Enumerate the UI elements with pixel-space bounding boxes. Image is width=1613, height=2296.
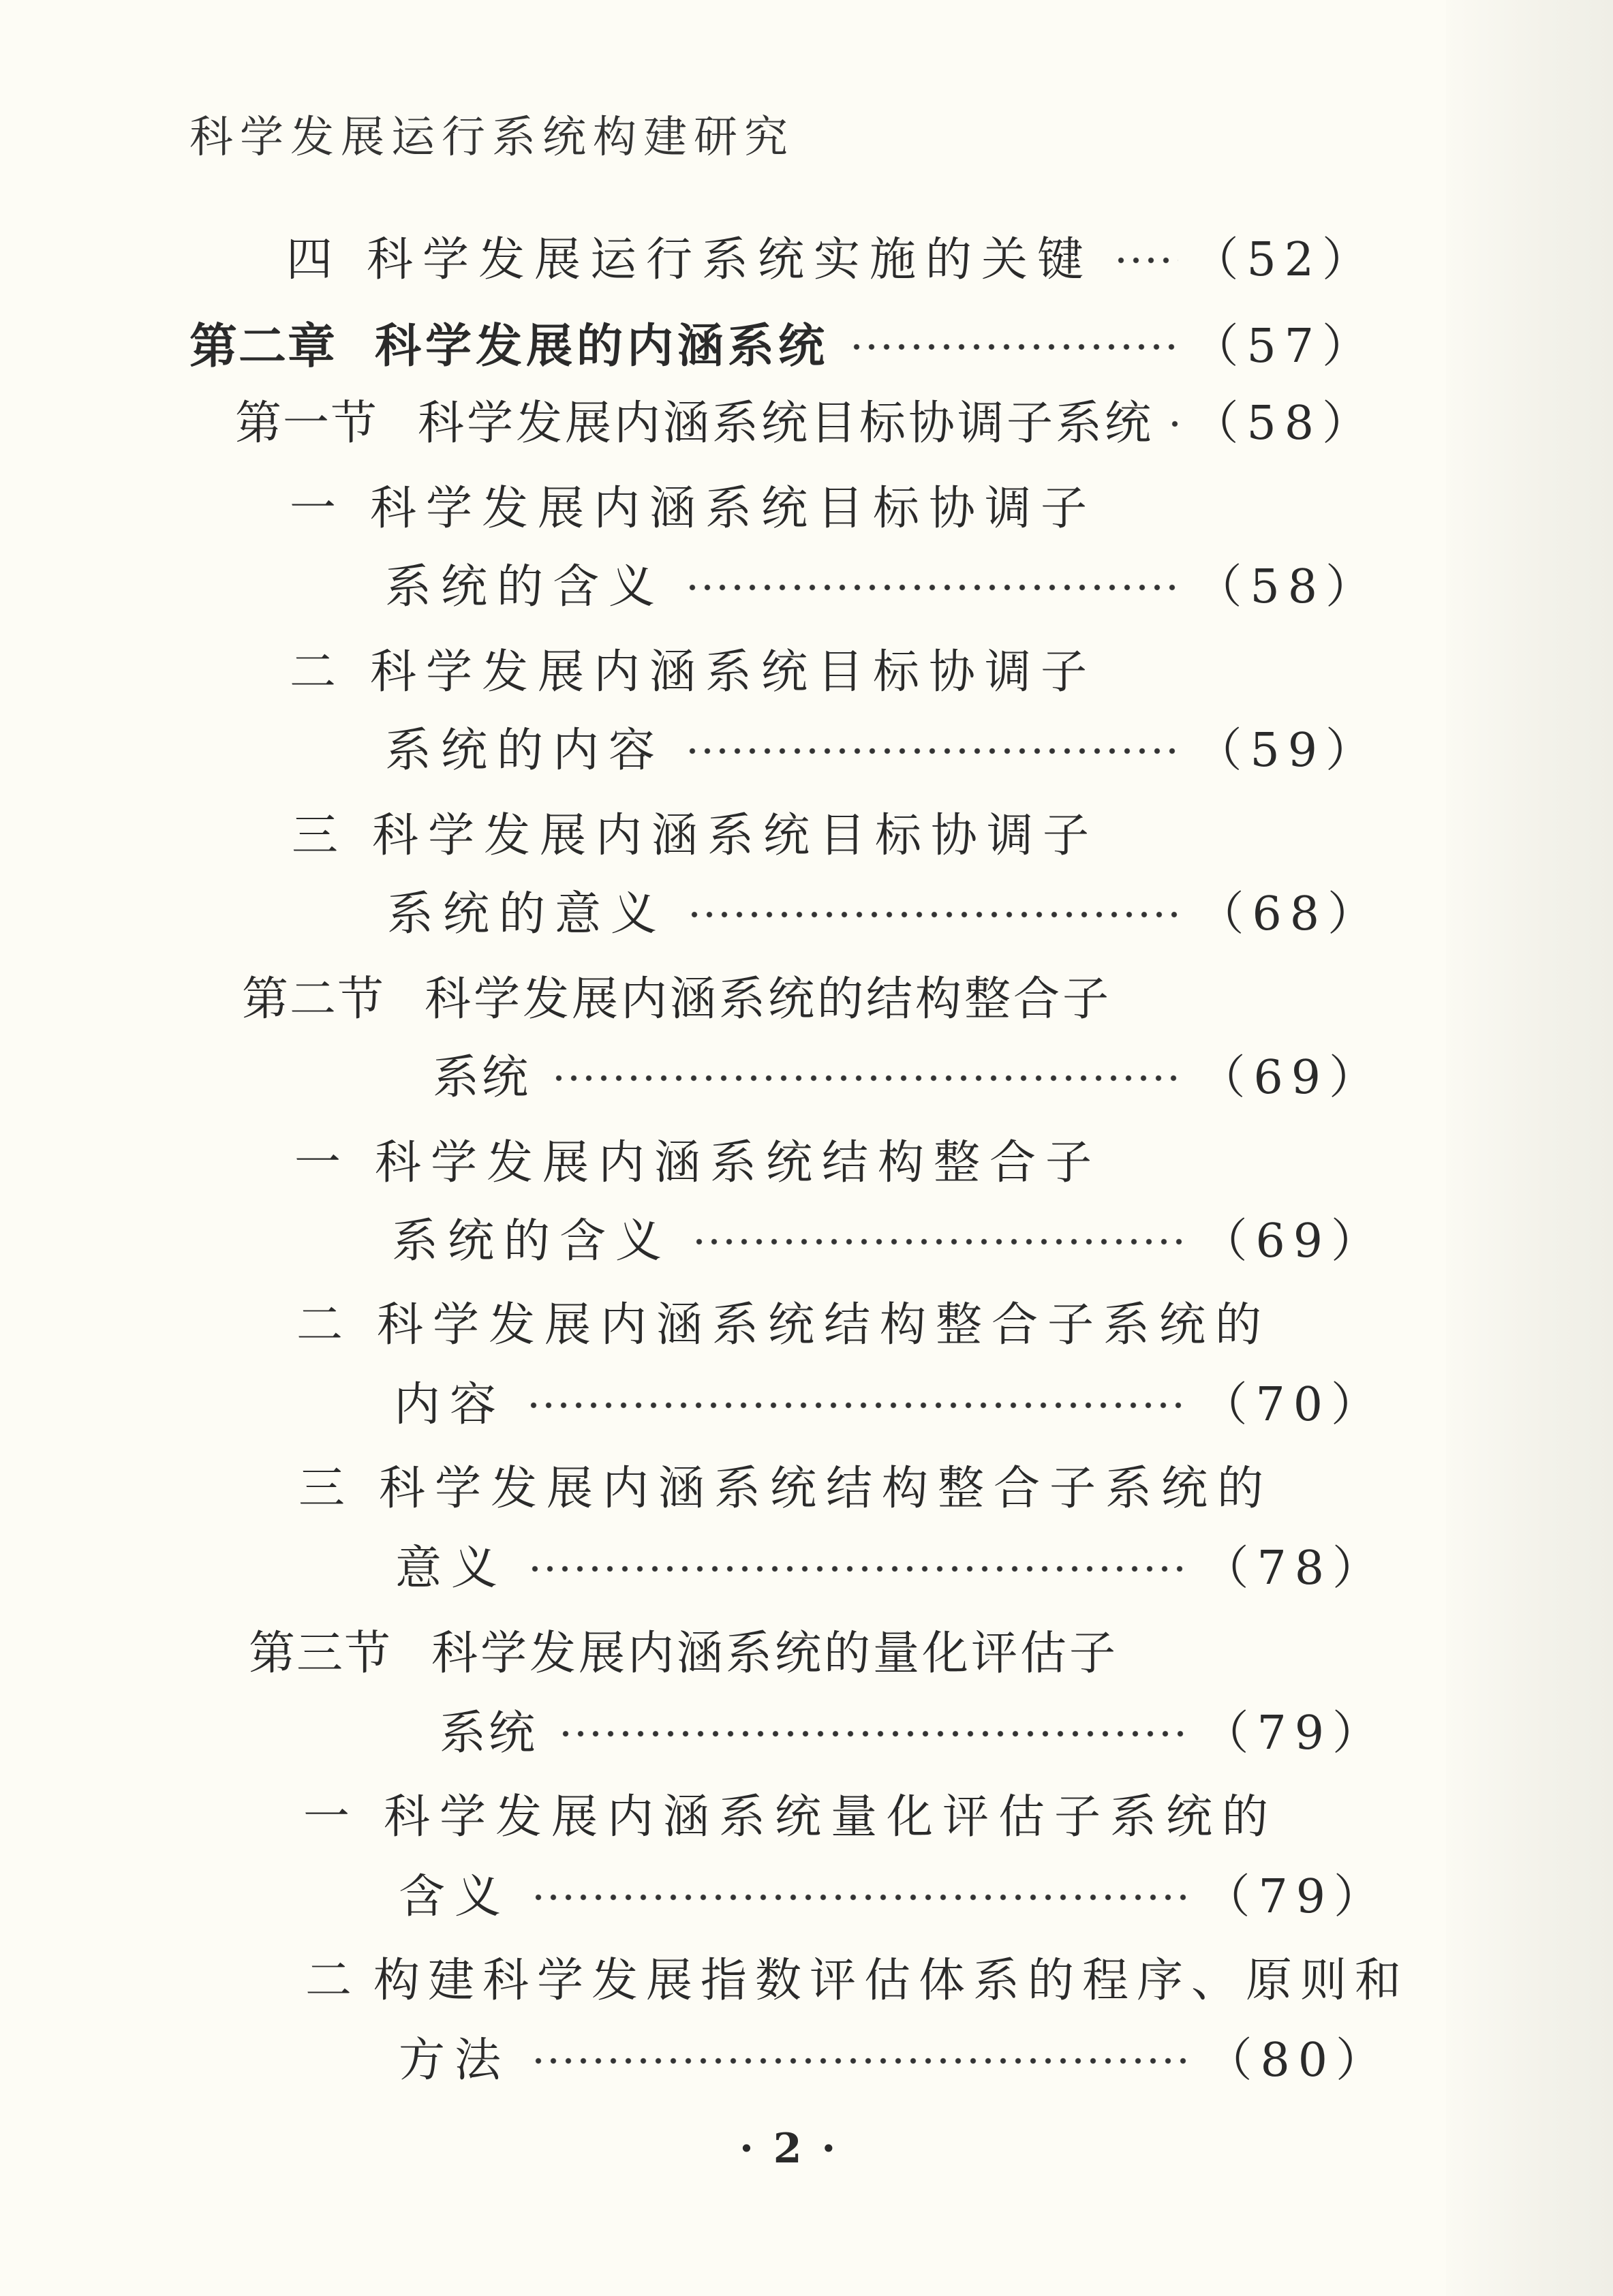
toc-section[interactable]	[242, 954, 1380, 1036]
page-number: （69）	[1201, 1214, 1385, 1268]
entry-number: 一	[294, 1135, 350, 1190]
page-number: （79）	[1202, 1706, 1387, 1760]
entry-number: 一	[303, 1790, 358, 1844]
entry-title-line1: 科学发展内涵系统量化评估子系统的	[384, 1790, 1278, 1844]
page-number: （52）	[1192, 232, 1377, 287]
entry-title: 科学发展运行系统实施的关键	[367, 232, 1094, 287]
section-title-line2: 系统	[440, 1706, 538, 1760]
section-label: 第二节	[242, 972, 386, 1026]
entry-title-line1: 科学发展内涵系统结构整合子系统的	[377, 1298, 1272, 1352]
page-number: （70）	[1201, 1377, 1385, 1432]
toc-entry-continuation[interactable]	[392, 1196, 1385, 1278]
page-number: （58）	[1195, 560, 1380, 614]
leader-dots	[685, 583, 1182, 592]
page-number: （80）	[1205, 2033, 1390, 2087]
toc-entry[interactable]	[294, 1118, 1385, 1199]
leader-dots	[692, 1238, 1187, 1246]
leader-dots	[849, 343, 1178, 351]
toc-entry-continuation[interactable]	[385, 542, 1380, 624]
chapter-label: 第二章	[189, 317, 337, 374]
section-title-line2: 系统	[433, 1050, 532, 1105]
toc-entry-continuation[interactable]	[399, 2015, 1390, 2097]
toc-entry[interactable]	[303, 1772, 1394, 1854]
running-head: 科学发展运行系统构建研究	[189, 112, 795, 163]
leader-dots	[526, 1401, 1187, 1409]
page-number: （59）	[1195, 723, 1380, 778]
section-label: 第三节	[249, 1626, 393, 1681]
toc-entry-continuation[interactable]	[385, 705, 1380, 787]
page-number: （68）	[1197, 887, 1382, 941]
entry-title-line2: 方法	[399, 2033, 511, 2087]
toc-section-continuation[interactable]	[440, 1688, 1387, 1770]
toc-entry[interactable]	[290, 627, 1380, 709]
toc-section[interactable]	[235, 378, 1377, 460]
toc-entry[interactable]	[305, 1935, 1409, 2017]
chapter-title: 科学发展的内涵系统	[375, 318, 829, 373]
toc-entry[interactable]	[298, 1443, 1389, 1525]
toc-section[interactable]	[249, 1608, 1387, 1690]
leader-dots	[687, 910, 1184, 919]
entry-title-line1: 科学发展内涵系统目标协调子	[372, 808, 1099, 863]
entry-title-line2: 含义	[399, 1869, 511, 1924]
leader-dots	[527, 1565, 1188, 1573]
entry-title-line1: 构建科学发展指数评估体系的程序、原则和	[373, 1953, 1409, 2008]
entry-title-line2: 内容	[394, 1377, 506, 1432]
entry-title-line2: 意义	[395, 1541, 508, 1595]
section-title: 科学发展内涵系统目标协调子系统	[418, 396, 1154, 450]
toc-entry[interactable]	[292, 791, 1382, 872]
toc-section-continuation[interactable]	[433, 1032, 1383, 1114]
toc-entry[interactable]	[290, 463, 1380, 545]
entry-title-line1: 科学发展内涵系统目标协调子	[370, 645, 1097, 699]
entry-number: 三	[292, 808, 347, 863]
page-number: （69）	[1199, 1050, 1383, 1105]
leader-dots	[558, 1730, 1188, 1738]
entry-title-line1: 科学发展内涵系统结构整合子系统的	[379, 1461, 1274, 1516]
entry-number: 一	[290, 481, 345, 536]
entry-number: 二	[305, 1953, 360, 2008]
leader-dots	[531, 2057, 1192, 2065]
entry-title-line2: 系统的内容	[385, 723, 665, 778]
entry-title-line1: 科学发展内涵系统目标协调子	[370, 481, 1097, 536]
entry-title-line2: 系统的含义	[392, 1214, 672, 1268]
leader-dots	[551, 1074, 1185, 1082]
entry-number: 二	[296, 1298, 352, 1352]
leader-dots	[1167, 420, 1178, 428]
page-number: （79）	[1203, 1869, 1388, 1924]
toc-entry-continuation[interactable]	[387, 869, 1382, 951]
entry-number: 三	[298, 1461, 354, 1516]
section-title-line1: 科学发展内涵系统的结构整合子	[425, 972, 1112, 1026]
leader-dots	[685, 747, 1182, 755]
entry-title-line1: 科学发展内涵系统结构整合子	[375, 1135, 1102, 1190]
page-number: （58）	[1192, 396, 1377, 450]
toc-entry[interactable]	[296, 1280, 1387, 1362]
entry-title-line2: 系统的含义	[385, 560, 665, 614]
scan-edge-shadow	[1446, 0, 1613, 2296]
entry-title-line2: 系统的意义	[387, 887, 667, 941]
toc-entry[interactable]	[286, 215, 1377, 296]
leader-dots	[1113, 256, 1178, 264]
toc-chapter[interactable]	[189, 301, 1377, 383]
page-folio: · 2 ·	[739, 2125, 839, 2173]
page-number: （78）	[1202, 1541, 1387, 1595]
section-label: 第一节	[235, 396, 379, 450]
toc-entry-continuation[interactable]	[395, 1523, 1387, 1605]
toc-entry-continuation[interactable]	[394, 1360, 1385, 1441]
entry-number: 四	[286, 232, 341, 287]
page-number: （57）	[1192, 319, 1377, 373]
leader-dots	[531, 1893, 1190, 1901]
section-title-line1: 科学发展内涵系统的量化评估子	[431, 1626, 1119, 1681]
toc-entry-continuation[interactable]	[399, 1852, 1388, 1933]
entry-number: 二	[290, 645, 345, 699]
